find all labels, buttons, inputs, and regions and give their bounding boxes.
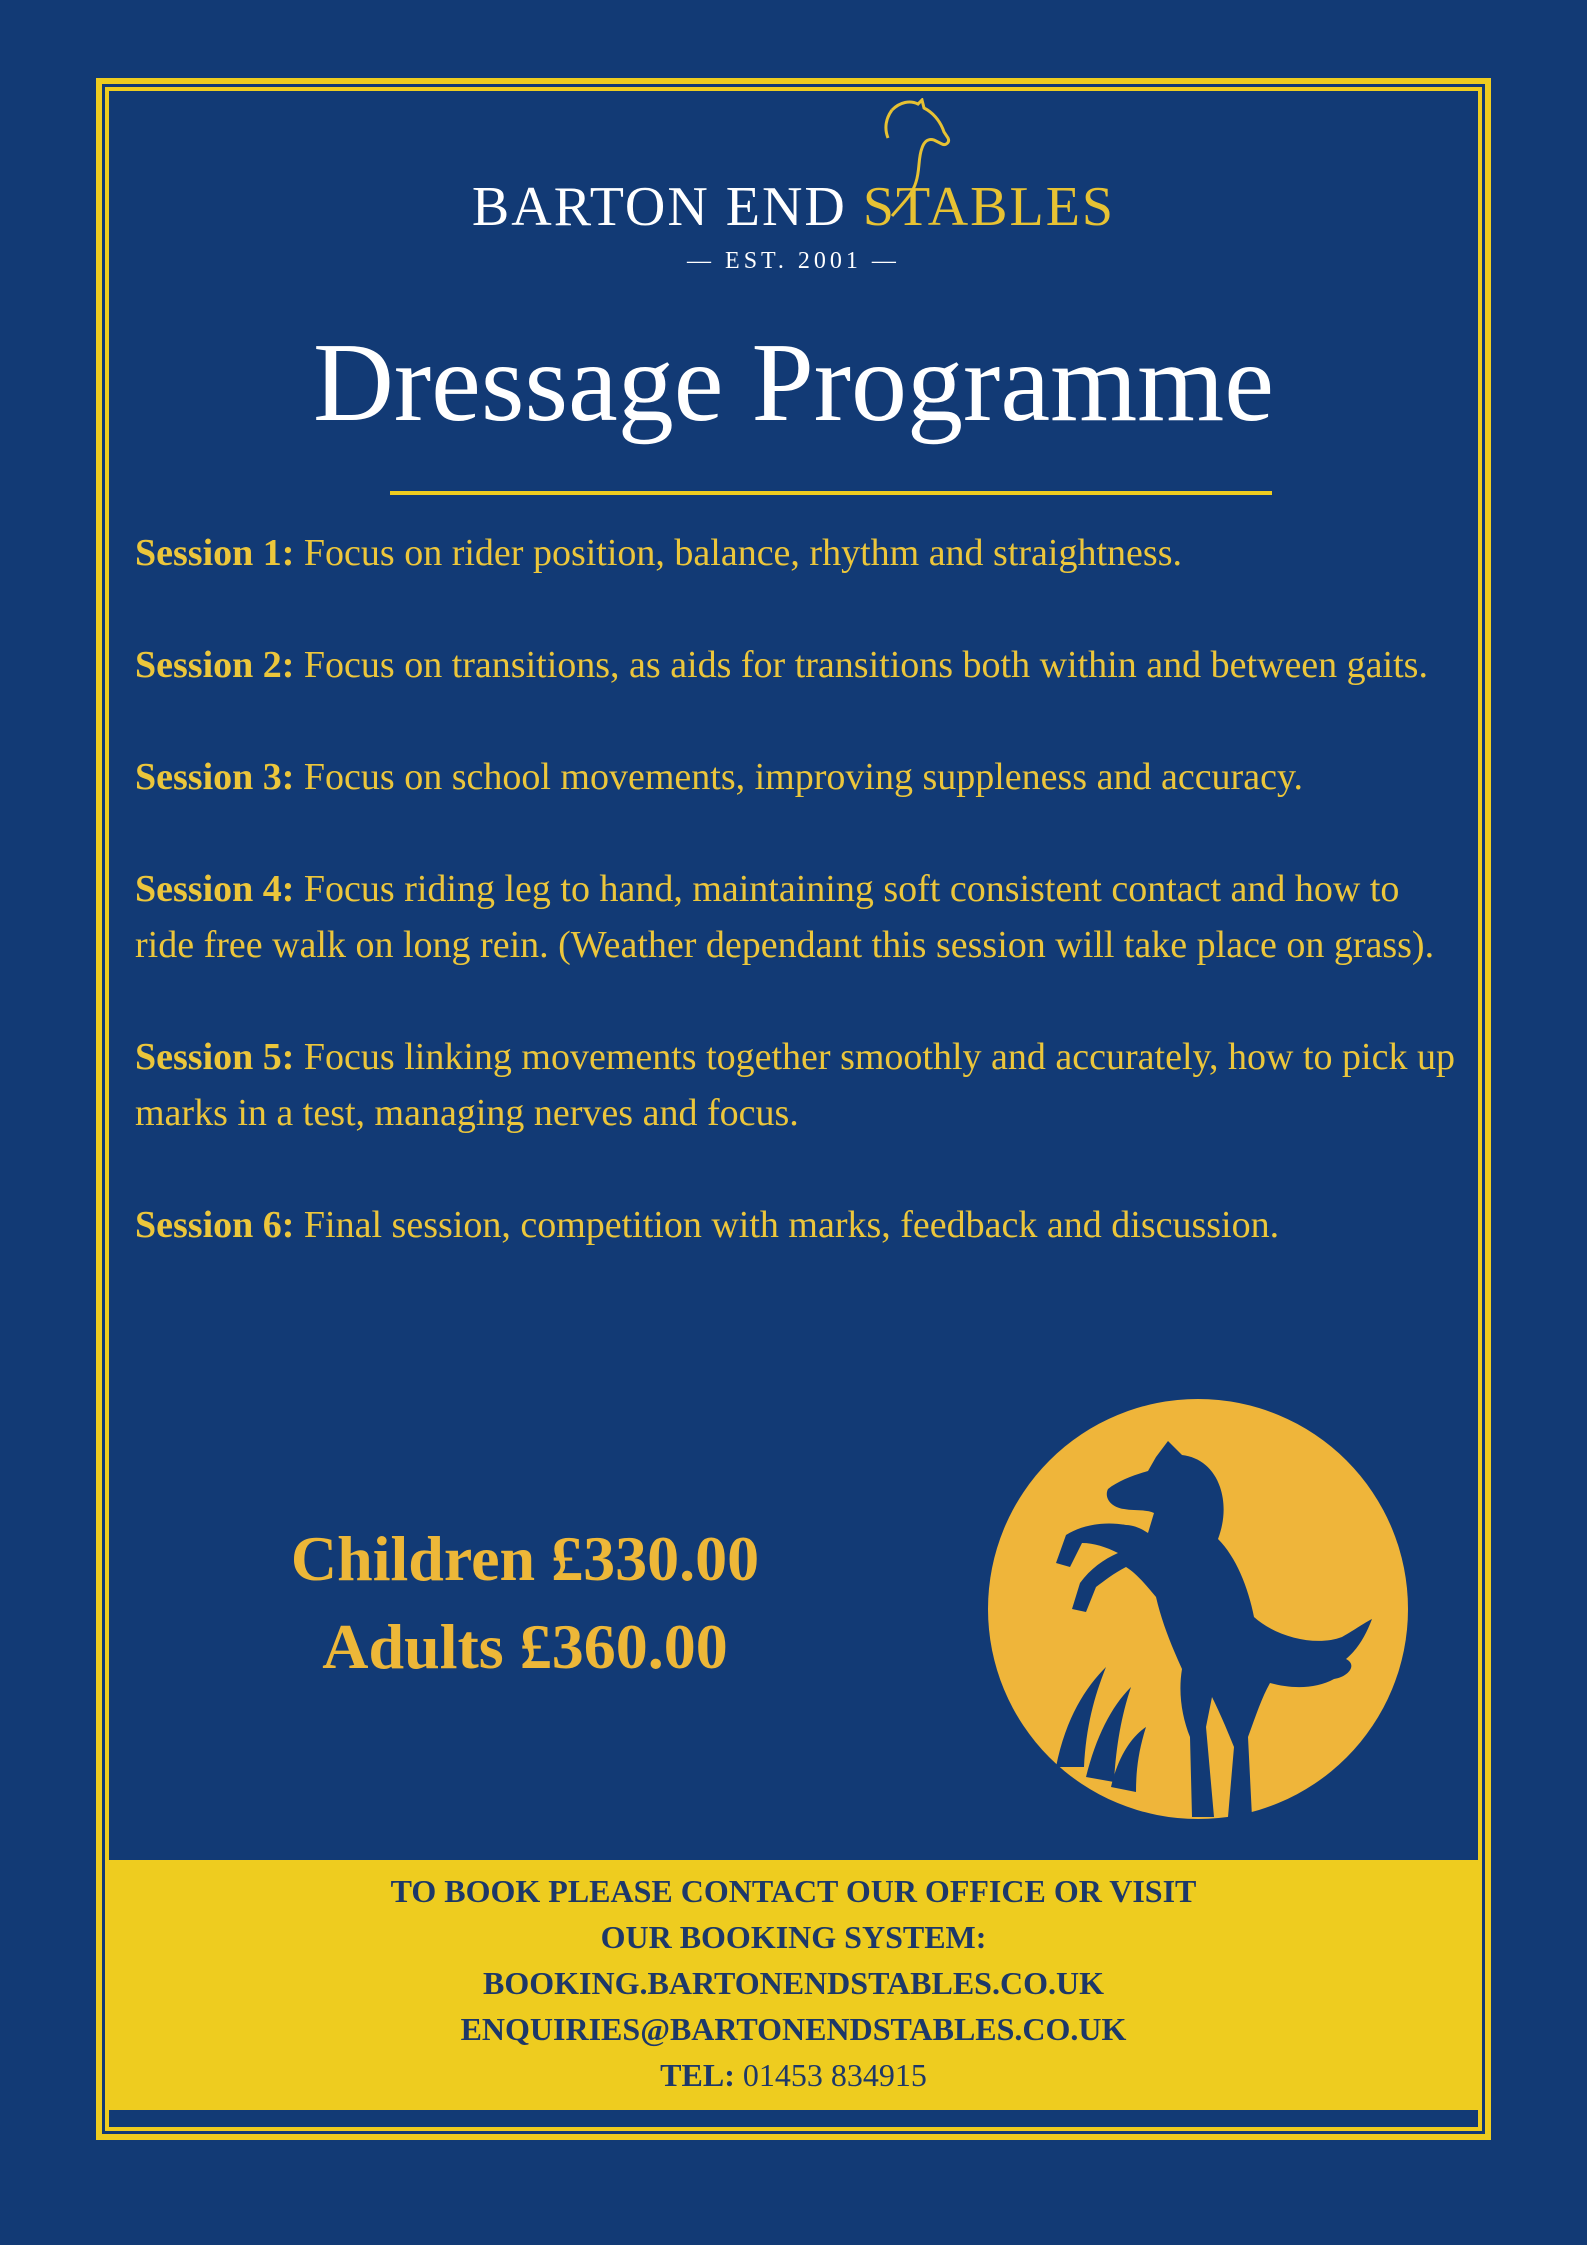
price-adults: Adults £360.00 <box>322 1611 728 1682</box>
booking-telephone <box>109 2052 1478 2098</box>
price-children: Children £330.00 <box>290 1523 760 1594</box>
session-label: Session 1: <box>135 532 295 574</box>
rearing-horse-icon <box>986 1397 1410 1821</box>
session-label: Session 3: <box>135 756 295 798</box>
session-item <box>135 1197 1455 1253</box>
session-item <box>135 1029 1455 1141</box>
session-label: Session 6: <box>135 1204 295 1246</box>
tel-label: TEL: <box>660 2057 735 2093</box>
session-list <box>135 525 1455 1309</box>
booking-website-link[interactable]: BOOKING.BARTONENDSTABLES.CO.UK <box>483 1965 1104 2001</box>
session-text: Focus on school movements, improving suppleness and accuracy. <box>294 756 1303 798</box>
booking-line-2: OUR BOOKING SYSTEM: <box>600 1919 987 1955</box>
page-title: Dressage Programme <box>312 321 1275 445</box>
title-divider <box>390 491 1272 495</box>
session-text: Focus riding leg to hand, maintaining soft consistent contact and how to ride free walk on long rein. (Weather dependant this session will take place on grass). <box>135 868 1435 966</box>
tel-number[interactable]: 01453 834915 <box>734 2057 927 2093</box>
booking-line-1: TO BOOK PLEASE CONTACT OUR OFFICE OR VISIT <box>390 1873 1197 1909</box>
session-label: Session 5: <box>135 1036 295 1078</box>
session-text: Focus on rider position, balance, rhythm and straightness. <box>294 532 1182 574</box>
session-text: Focus linking movements together smoothly and accurately, how to pick up marks in a test, managing nerves and focus. <box>135 1036 1455 1134</box>
session-text: Final session, competition with marks, feedback and discussion. <box>294 1204 1280 1246</box>
session-item <box>135 749 1455 805</box>
session-item <box>135 637 1455 693</box>
booking-info <box>109 1860 1478 2110</box>
booking-email-link[interactable]: ENQUIRIES@BARTONENDSTABLES.CO.UK <box>460 2011 1127 2047</box>
session-item <box>135 525 1455 581</box>
logo-name-white: BARTON END <box>471 176 847 238</box>
price-block <box>240 1515 810 1691</box>
session-label: Session 2: <box>135 644 295 686</box>
logo-name-gold: STABLES <box>862 176 1116 238</box>
logo-wordmark <box>0 175 1587 239</box>
session-text: Focus on transitions, as aids for transitions both within and between gaits. <box>294 644 1428 686</box>
logo-established: — EST. 2001 — <box>687 248 900 274</box>
session-item <box>135 861 1455 973</box>
session-label: Session 4: <box>135 868 295 910</box>
